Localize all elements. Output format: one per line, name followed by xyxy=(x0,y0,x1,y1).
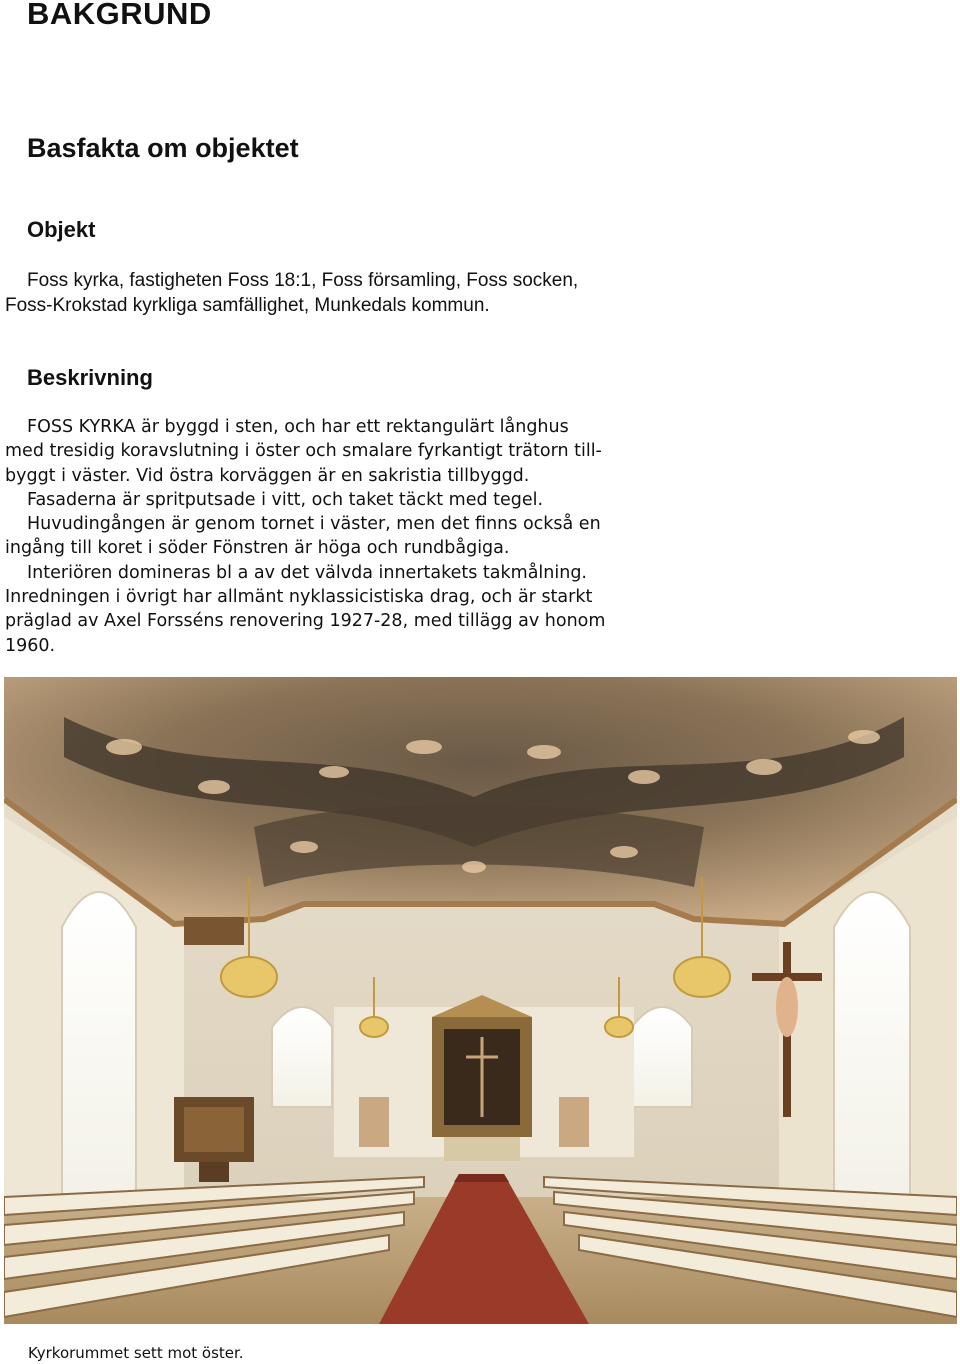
beskrivning-label: Beskrivning xyxy=(27,365,153,390)
beskrivning-line: Huvudingången är genom tornet i väster, men det finns också en xyxy=(27,514,601,535)
page-title: BAKGRUND xyxy=(27,0,212,31)
beskrivning-line: Inredningen i övrigt har allmänt nyklassicistiska drag, och är starkt xyxy=(5,587,593,608)
beskrivning-line: präglad av Axel Forsséns renovering 1927-28, med tillägg av honom xyxy=(5,611,606,632)
section-title: Basfakta om objektet xyxy=(27,133,299,163)
objekt-label: Objekt xyxy=(27,217,96,242)
beskrivning-line: med tresidig koravslutning i öster och smalare fyrkantigt trätorn till- xyxy=(5,441,602,462)
beskrivning-line: ingång till koret i söder Fönstren är höga och rundbågiga. xyxy=(5,538,510,559)
beskrivning-line: FOSS KYRKA är byggd i sten, och har ett rektangulärt långhus xyxy=(27,417,569,437)
beskrivning-line: Fasaderna är spritputsade i vitt, och taket täckt med tegel. xyxy=(27,489,544,510)
beskrivning-line: byggt i väster. Vid östra korväggen är en sakristia tillbyggd. xyxy=(5,465,530,486)
objekt-line: Foss kyrka, fastigheten Foss 18:1, Foss församling, Foss socken, xyxy=(27,270,579,291)
beskrivning-line: 1960. xyxy=(5,635,56,656)
church-interior-photo xyxy=(4,677,957,1324)
figure-caption: Kyrkorummet sett mot öster. xyxy=(28,1344,244,1362)
objekt-line: Foss-Krokstad kyrkliga samfällighet, Munkedals kommun. xyxy=(5,295,490,316)
beskrivning-line: Interiören domineras bl a av det välvda innertakets takmålning. xyxy=(27,562,587,583)
objekt-paragraph xyxy=(5,268,705,318)
beskrivning-paragraph xyxy=(5,415,685,658)
